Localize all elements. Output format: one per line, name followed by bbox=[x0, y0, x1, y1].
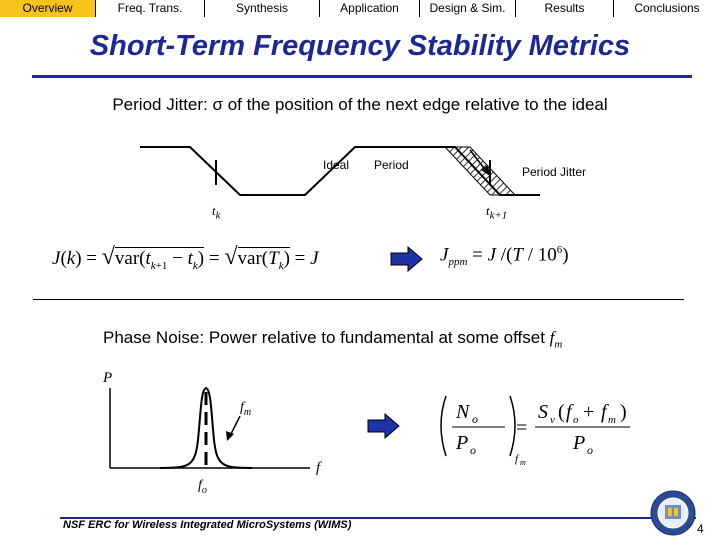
label-fm: $f_m$ bbox=[240, 400, 252, 418]
tab-synthesis[interactable]: Synthesis bbox=[205, 0, 320, 17]
svg-text:N: N bbox=[456, 401, 470, 423]
label-tk1: $t_{k+1}$ bbox=[486, 203, 508, 222]
svg-text:S: S bbox=[538, 401, 548, 423]
tab-conclusions[interactable]: Conclusions bbox=[614, 0, 720, 17]
svg-text:(: ( bbox=[558, 401, 565, 423]
svg-text:=: = bbox=[516, 417, 528, 439]
tab-application[interactable]: Application bbox=[320, 0, 420, 17]
svg-text:o: o bbox=[587, 443, 593, 457]
svg-text:+: + bbox=[583, 401, 595, 423]
label-ideal: Ideal bbox=[323, 158, 350, 172]
svg-text:v: v bbox=[550, 414, 555, 426]
tab-results[interactable]: Results bbox=[516, 0, 614, 17]
arrow-right-icon bbox=[367, 413, 401, 439]
svg-text:o: o bbox=[470, 443, 476, 457]
university-seal-icon bbox=[650, 490, 696, 536]
svg-text:P: P bbox=[573, 432, 586, 454]
jitter-equation: $J(k) = √var(t_{k+1} - t_k) = √var(T_k) = J$ bbox=[52, 244, 319, 272]
svg-text:f: f bbox=[515, 453, 519, 465]
tab-design-sim[interactable]: Design & Sim. bbox=[420, 0, 516, 17]
tab-overview[interactable]: Overview bbox=[0, 0, 96, 17]
svg-text:m: m bbox=[608, 414, 616, 426]
jitter-ppm-equation: $J_{ppm} = J$ $/(T / 10^6)$ bbox=[440, 244, 569, 269]
svg-text:f: f bbox=[601, 401, 607, 423]
label-period: Period bbox=[374, 158, 409, 172]
svg-text:): ) bbox=[620, 401, 627, 423]
svg-text:o: o bbox=[472, 412, 478, 426]
fm-pointer-arrow bbox=[230, 416, 240, 436]
footer-text: NSF ERC for Wireless Integrated MicroSystems (WIMS) bbox=[63, 519, 352, 531]
slide-title: Short-Term Frequency Stability Metrics bbox=[89, 30, 631, 62]
svg-text:o: o bbox=[573, 414, 579, 426]
axis-label-p: P bbox=[103, 370, 113, 386]
label-tk: $t_k$ bbox=[212, 203, 221, 222]
svg-text:m: m bbox=[520, 458, 526, 467]
label-fo: $f_o$ bbox=[198, 478, 207, 496]
tab-freq-trans[interactable]: Freq. Trans. bbox=[96, 0, 205, 17]
period-jitter-heading: Period Jitter: σ of the position of the next edge relative to the ideal bbox=[112, 95, 608, 114]
svg-text:f: f bbox=[566, 401, 572, 423]
phase-noise-equation bbox=[430, 390, 670, 470]
svg-text:P: P bbox=[456, 432, 469, 454]
axis-label-f: f bbox=[316, 460, 321, 476]
phase-noise-heading: Phase Noise: Power relative to fundamental at some offset $f_m$ bbox=[103, 328, 563, 351]
page-number: 4 bbox=[697, 522, 704, 536]
label-period-jitter: Period Jitter bbox=[522, 165, 587, 179]
